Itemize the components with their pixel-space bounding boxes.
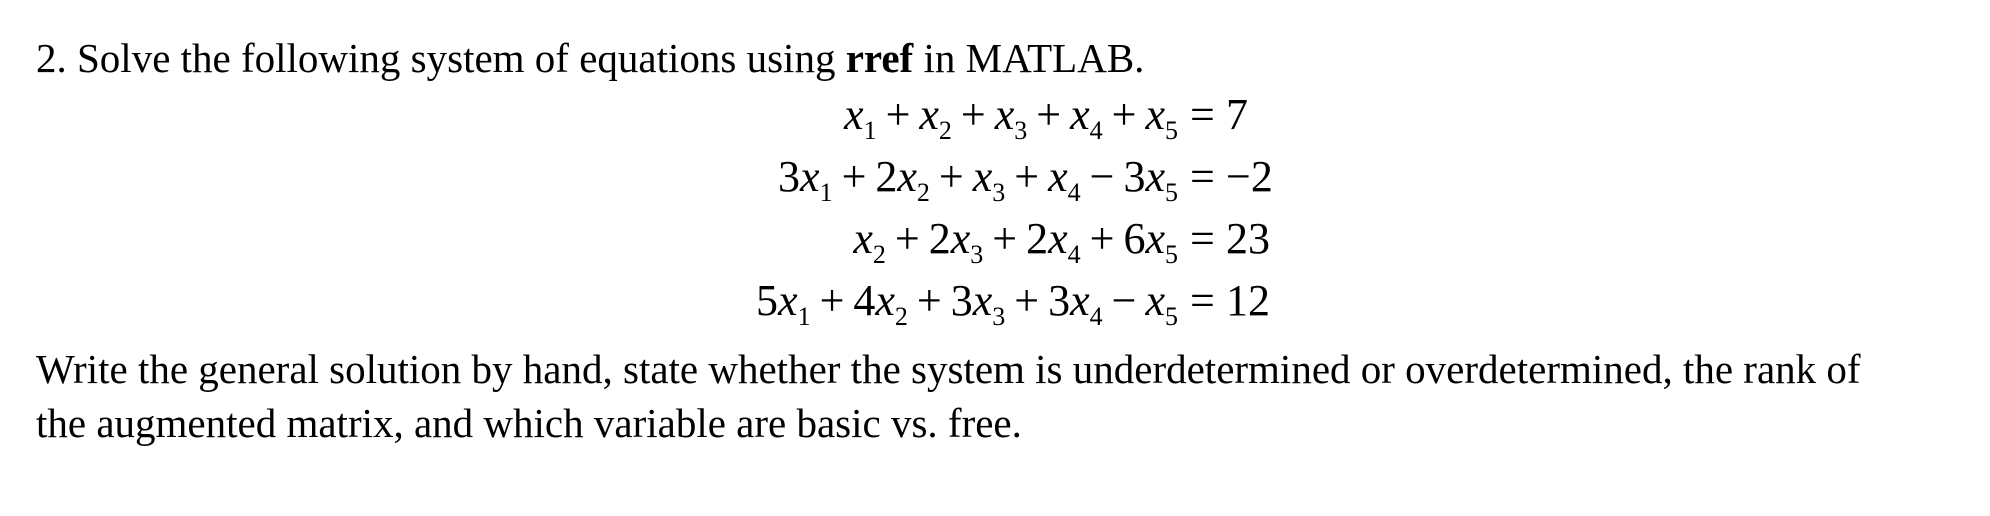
- equation-term: [1123, 209, 1178, 269]
- coefficient: 2: [1026, 214, 1049, 263]
- variable: x: [875, 276, 895, 325]
- equation-lhs: [844, 85, 1178, 145]
- operator: +: [885, 90, 911, 139]
- operator: +: [841, 152, 867, 201]
- equation-term: [1048, 271, 1103, 331]
- operator: +: [916, 276, 942, 325]
- coefficient: 2: [875, 152, 898, 201]
- operator: +: [894, 214, 920, 263]
- problem-intro-suffix: in MATLAB.: [913, 35, 1145, 81]
- variable: x: [897, 152, 917, 201]
- instructions-line-2: the augmented matrix, and which variable are basic vs. free.: [36, 400, 1022, 446]
- operator: +: [938, 152, 964, 201]
- variable: x: [1048, 214, 1068, 263]
- variable: x: [972, 276, 993, 325]
- variable-subscript: 2: [938, 116, 952, 145]
- operator: −: [1111, 276, 1137, 325]
- variable-subscript: 1: [863, 116, 877, 145]
- equation-term: [1070, 85, 1103, 145]
- variable: x: [778, 276, 798, 325]
- variable-subscript: 1: [819, 178, 833, 207]
- equals-sign: =: [1190, 152, 1215, 201]
- equation-term: [853, 271, 908, 331]
- variable-subscript: 4: [1089, 302, 1103, 331]
- equation-term: [973, 147, 1006, 207]
- equals-sign: =: [1190, 214, 1215, 263]
- coefficient: 3: [1123, 152, 1146, 201]
- equation-rhs: 12: [1226, 276, 1270, 325]
- equation-term: [1026, 209, 1081, 269]
- equation-term: [853, 209, 886, 269]
- operator: +: [1036, 90, 1062, 139]
- variable: x: [800, 152, 820, 201]
- variable-subscript: 5: [1165, 302, 1178, 331]
- coefficient: 3: [1048, 276, 1071, 325]
- variable: x: [1070, 90, 1090, 139]
- variable: x: [1145, 214, 1165, 263]
- operator: +: [819, 276, 845, 325]
- variable-subscript: 5: [1165, 116, 1178, 145]
- equation-term: [1145, 271, 1178, 331]
- variable: x: [994, 90, 1015, 139]
- coefficient: 3: [950, 276, 973, 325]
- variable-subscript: 3: [970, 240, 984, 269]
- variable-subscript: 3: [992, 302, 1006, 331]
- operator: +: [1111, 90, 1137, 139]
- equation-lhs: [756, 271, 1178, 331]
- variable: x: [1145, 90, 1165, 139]
- equation-term: [778, 147, 833, 207]
- equals-sign: =: [1190, 90, 1215, 139]
- coefficient: 2: [928, 214, 951, 263]
- variable: x: [972, 152, 993, 201]
- variable-subscript: 4: [1067, 240, 1081, 269]
- coefficient: 6: [1123, 214, 1146, 263]
- equation-term: [1123, 147, 1178, 207]
- equation-term: [1048, 147, 1081, 207]
- coefficient: 3: [778, 152, 801, 201]
- variable-subscript: 3: [1014, 116, 1028, 145]
- variable-subscript: 2: [916, 178, 930, 207]
- operator: +: [960, 90, 986, 139]
- variable: x: [919, 90, 939, 139]
- equation-term: [875, 147, 930, 207]
- instructions-line-1: Write the general solution by hand, state whether the system is underdetermined or overdetermined, the rank of: [36, 346, 1861, 392]
- variable-subscript: 5: [1165, 178, 1178, 207]
- variable: x: [1048, 152, 1068, 201]
- variable: x: [844, 90, 864, 139]
- variable: x: [1145, 276, 1165, 325]
- equals-sign: =: [1190, 276, 1215, 325]
- equation-term: [1145, 85, 1178, 145]
- operator: −: [1089, 152, 1115, 201]
- equation-rhs: 7: [1226, 90, 1248, 139]
- problem-statement: [36, 28, 1144, 88]
- equation-rhs: 23: [1226, 214, 1270, 263]
- variable-subscript: 1: [797, 302, 811, 331]
- operator: +: [992, 214, 1018, 263]
- variable-subscript: 4: [1089, 116, 1103, 145]
- equation-lhs: [853, 209, 1178, 269]
- variable: x: [1145, 152, 1165, 201]
- equation-rhs: −2: [1226, 152, 1273, 201]
- equation-term: [929, 209, 984, 269]
- variable: x: [1070, 276, 1090, 325]
- equation-term: [919, 85, 952, 145]
- equation-term: [756, 271, 811, 331]
- variable-subscript: 2: [872, 240, 886, 269]
- coefficient: 4: [853, 276, 876, 325]
- variable-subscript: 5: [1165, 240, 1178, 269]
- variable: x: [950, 214, 971, 263]
- operator: +: [1014, 152, 1040, 201]
- variable: x: [853, 214, 873, 263]
- equation-term: [951, 271, 1006, 331]
- equation-lhs: [778, 147, 1178, 207]
- equation-term: [844, 85, 877, 145]
- variable-subscript: 4: [1067, 178, 1081, 207]
- problem-intro-bold-command: rref: [845, 35, 914, 81]
- variable-subscript: 3: [992, 178, 1006, 207]
- operator: +: [1014, 276, 1040, 325]
- coefficient: 5: [756, 276, 779, 325]
- equation-term: [995, 85, 1028, 145]
- variable-subscript: 2: [894, 302, 908, 331]
- problem-intro-prefix: 2. Solve the following system of equations using: [36, 35, 846, 81]
- operator: +: [1089, 214, 1115, 263]
